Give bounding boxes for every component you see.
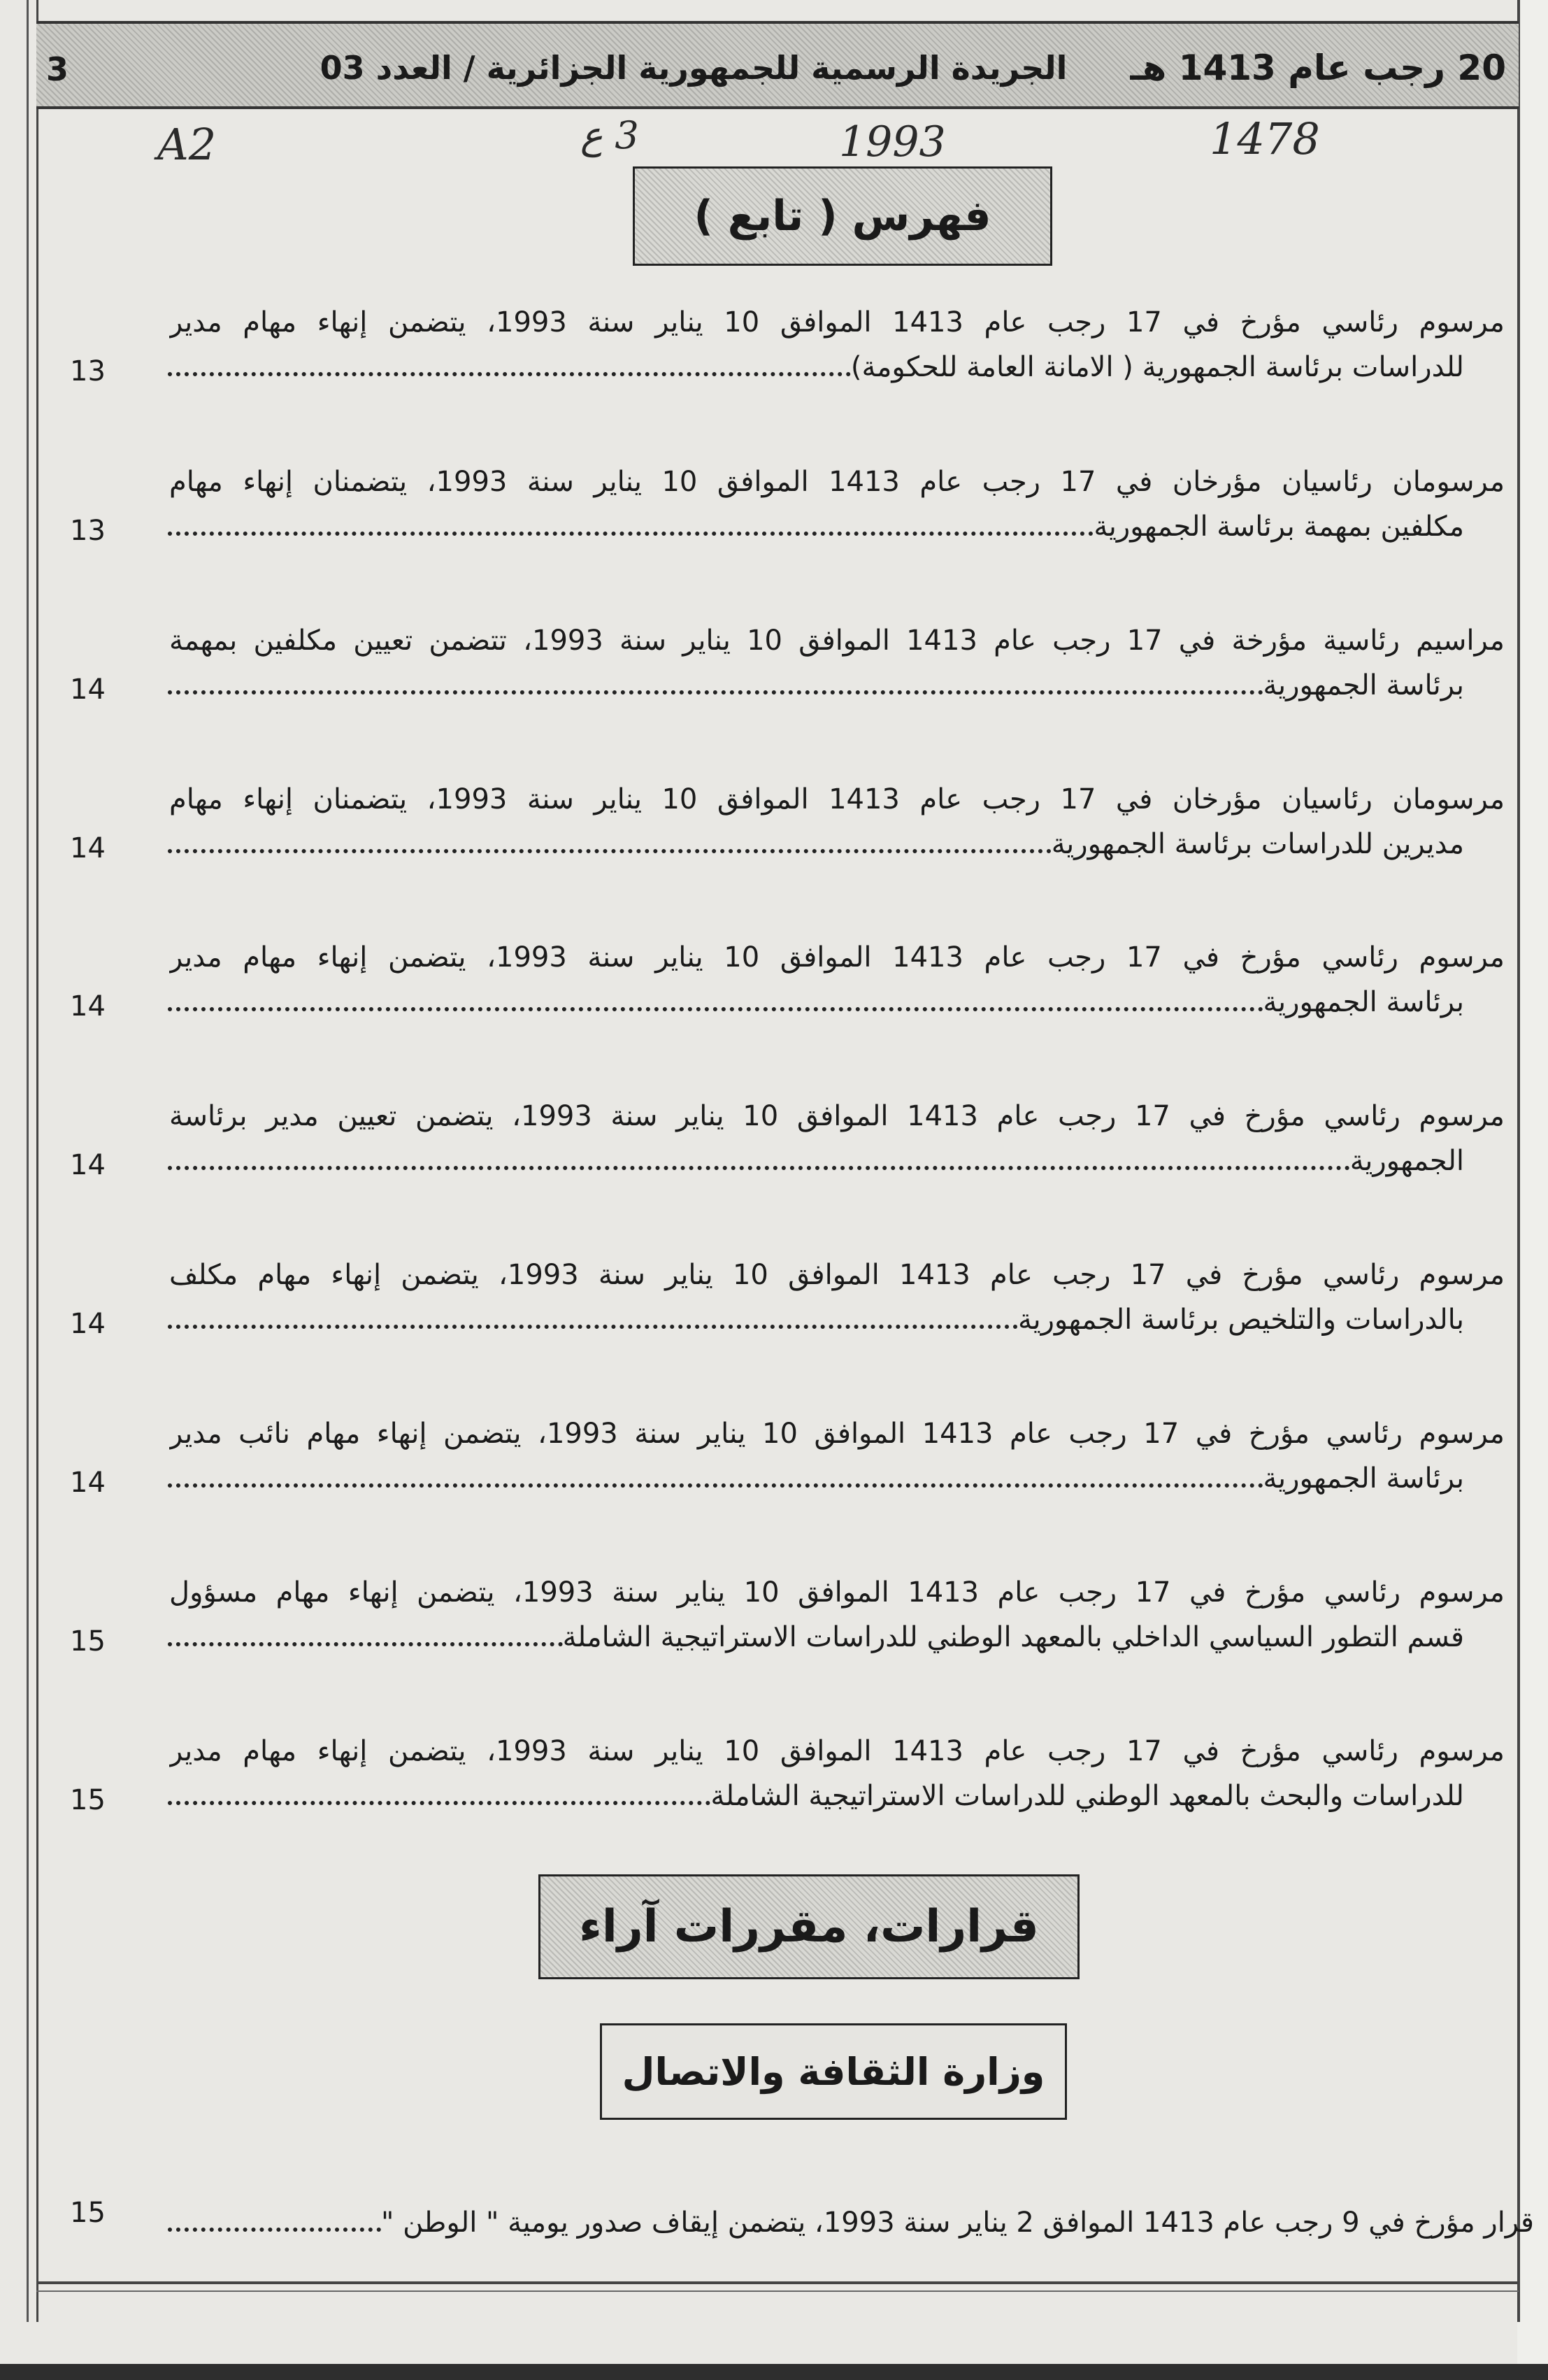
leader-dots	[168, 1007, 1263, 1011]
entry-line-1: مرسوم رئاسي مؤرخ في 17 رجب عام 1413 الموافق 10 يناير سنة 1993، يتضمن إنهاء مهام مكلف	[169, 1259, 1505, 1291]
entry-line-2	[168, 669, 1464, 701]
leader-dots	[168, 1325, 1018, 1329]
leader-dots	[168, 849, 1052, 853]
entry-text: برئاسة الجمهورية	[1263, 1462, 1464, 1495]
index-entry	[0, 1259, 1548, 1399]
entry-page-number: 15	[70, 2197, 106, 2229]
entry-page-number: 14	[70, 1308, 106, 1340]
entry-line-2	[168, 828, 1464, 860]
entry-line-2	[168, 1145, 1464, 1177]
index-entry	[0, 1576, 1548, 1716]
entry-text: برئاسة الجمهورية	[1263, 986, 1464, 1018]
entry-page-number: 14	[70, 990, 106, 1022]
section-heading-box	[538, 1874, 1080, 1979]
index-entry	[0, 625, 1548, 764]
handwritten-note: 3 ع	[580, 113, 639, 157]
entry-line-2	[168, 986, 1464, 1018]
entry-line-1: مرسوم رئاسي مؤرخ في 17 رجب عام 1413 الموافق 10 يناير سنة 1993، يتضمن إنهاء مهام مسؤول	[169, 1576, 1505, 1609]
handwritten-note: A2	[157, 119, 217, 170]
index-entry	[0, 1418, 1548, 1558]
entry-line-2	[168, 511, 1464, 543]
journal-title: الجريدة الرسمية للجمهورية الجزائرية / العدد 03	[320, 49, 1068, 87]
index-entry	[0, 306, 1548, 446]
index-entry	[0, 1735, 1548, 1875]
entry-page-number: 14	[70, 674, 106, 706]
entry-line-2	[168, 1462, 1464, 1495]
ministry-heading-box	[600, 2023, 1067, 2120]
entry-text: برئاسة الجمهورية	[1263, 669, 1464, 701]
entry-text: قسم التطور السياسي الداخلي بالمعهد الوطني للدراسات الاستراتيجية الشاملة	[562, 1621, 1464, 1653]
entry-line-1: مراسيم رئاسية مؤرخة في 17 رجب عام 1413 الموافق 10 يناير سنة 1993، تتضمن تعيين مكلفين بمهمة	[169, 625, 1505, 657]
entry-line-1: مرسوم رئاسي مؤرخ في 17 رجب عام 1413 الموافق 10 يناير سنة 1993، يتضمن إنهاء مهام مدير	[169, 941, 1505, 974]
entry-page-number: 13	[70, 355, 106, 387]
index-entry	[0, 1100, 1548, 1240]
leader-dots	[168, 1483, 1263, 1488]
entry-text: قرار مؤرخ في 9 رجب عام 1413 الموافق 2 يناير سنة 1993، يتضمن إيقاف صدور يومية " الوطن "	[380, 2207, 1534, 2239]
entry-line-2	[168, 1621, 1464, 1653]
leader-dots	[168, 1166, 1350, 1170]
entry-line-1: مرسوم رئاسي مؤرخ في 17 رجب عام 1413 الموافق 10 يناير سنة 1993، يتضمن إنهاء مهام نائب مدير	[169, 1418, 1505, 1450]
handwritten-note: 1993	[839, 117, 946, 166]
entry-text: مديرين للدراسات برئاسة الجمهورية	[1051, 828, 1464, 860]
entry-page-number: 13	[70, 515, 106, 547]
entry-text: الجمهورية	[1349, 1145, 1464, 1177]
frame-rule	[36, 2290, 1519, 2292]
final-entry	[0, 2197, 1548, 2276]
scan-edge-bottom	[0, 2364, 1548, 2380]
entry-page-number: 14	[70, 832, 106, 864]
index-entry	[0, 941, 1548, 1081]
entry-page-number: 14	[70, 1149, 106, 1181]
issue-date: 20 رجب عام 1413 هـ	[1130, 48, 1506, 88]
entry-page-number: 15	[70, 1784, 106, 1816]
entry-page-number: 15	[70, 1625, 106, 1658]
leader-dots	[168, 1801, 710, 1805]
entry-page-number: 14	[70, 1467, 106, 1499]
leader-dots	[168, 532, 1094, 536]
entry-line-1: مرسومان رئاسيان مؤرخان في 17 رجب عام 1413 الموافق 10 يناير سنة 1993، يتضمنان إنهاء مهام	[169, 783, 1505, 815]
index-entry	[0, 466, 1548, 606]
entry-line-2	[168, 1780, 1464, 1812]
entry-line-1: مرسومان رئاسيان مؤرخان في 17 رجب عام 1413 الموافق 10 يناير سنة 1993، يتضمنان إنهاء مهام	[169, 466, 1505, 498]
entry-line-1: مرسوم رئاسي مؤرخ في 17 رجب عام 1413 الموافق 10 يناير سنة 1993، يتضمن تعيين مدير برئاسة	[169, 1100, 1505, 1132]
leader-dots	[168, 690, 1263, 694]
index-heading: فهرس ( تابع )	[694, 192, 991, 241]
frame-rule	[36, 2281, 1519, 2284]
ministry-heading: وزارة الثقافة والاتصال	[622, 2049, 1045, 2094]
entry-line-2	[168, 351, 1464, 383]
entry-line-1: مرسوم رئاسي مؤرخ في 17 رجب عام 1413 الموافق 10 يناير سنة 1993، يتضمن إنهاء مهام مدير	[169, 306, 1505, 339]
index-heading-box	[633, 166, 1052, 266]
page-number: 3	[46, 50, 69, 88]
section-heading: قرارات، مقررات آراء	[579, 1901, 1039, 1953]
leader-dots	[168, 1642, 563, 1646]
entry-line-1: مرسوم رئاسي مؤرخ في 17 رجب عام 1413 الموافق 10 يناير سنة 1993، يتضمن إنهاء مهام مدير	[169, 1735, 1505, 1767]
page-header	[36, 21, 1519, 109]
leader-dots	[168, 372, 851, 376]
entry-line-2	[168, 1304, 1464, 1336]
entry-text: للدراسات والبحث بالمعهد الوطني للدراسات الاستراتيجية الشاملة	[710, 1780, 1464, 1812]
index-entry	[0, 783, 1548, 923]
entry-text: للدراسات برئاسة الجمهورية ( الامانة العامة للحكومة)	[850, 351, 1464, 383]
leader-dots	[168, 2228, 381, 2232]
handwritten-note: 1478	[1210, 113, 1320, 164]
entry-text: مكلفين بمهمة برئاسة الجمهورية	[1094, 511, 1464, 543]
entry-text: بالدراسات والتلخيص برئاسة الجمهورية	[1018, 1304, 1464, 1336]
